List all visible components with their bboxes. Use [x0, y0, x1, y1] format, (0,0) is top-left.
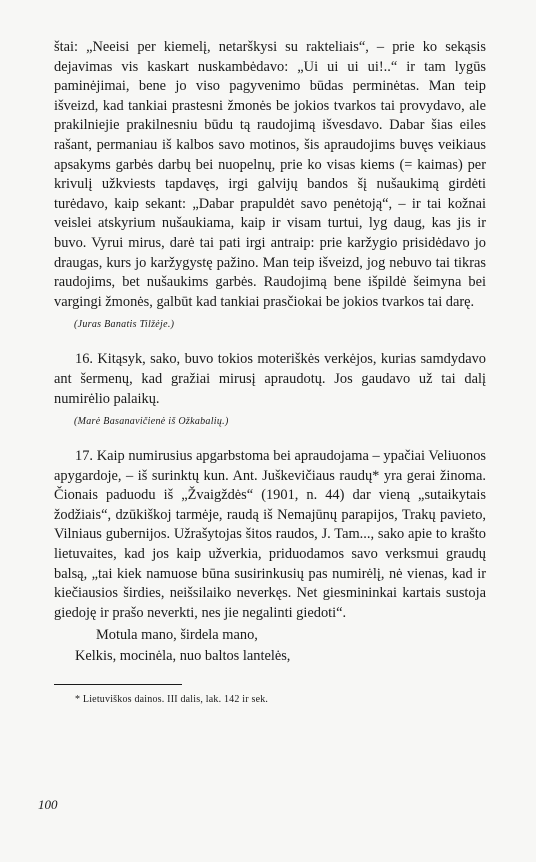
source-attribution-1: (Juras Banatis Tilžėje.): [74, 319, 175, 331]
verse-line-2: Kelkis, mocinėla, nuo baltos lantelės,: [75, 647, 291, 664]
page-body: [54, 38, 486, 706]
paragraph-17: 17. Kaip numirusius apgarbstoma bei apraudojama – ypačiai Veliuonos apygardoje, – iš surinktų kun. Ant. Juškevičiaus raudų* yra gerai žinoma. Čionais paduodu iš „Žvaigždės“ (1901, n. 44) dar vieną „sutaikytais žodžiais“, dzūkiškoj tarmėje, raudą iš Nemajūnų parapijos, Trakų pavieto, Vilniaus gubernijos. Užrašytojas šitos raudos, J. Tam..., sako apie to krašto lietuvaites, kad jos kaip užverkia, priduodamos savo verksmui graudų balsą, „tai kiek namuose būna susirinkusių pas numirėlį, nė vienas, kad ir kiečiausios širdies, neišsilaiko neverkęs. Net giesmininkai kartais sustoja giedoję ir prašo neverkti, nes jie negalinti giedoti“.: [54, 448, 486, 621]
page-number: 100: [38, 797, 58, 812]
footnote-rule: [54, 684, 182, 685]
source-attribution-2: (Marė Basanavičienė iš Ožkabalių.): [74, 416, 229, 428]
paragraph-16: 16. Kitąsyk, sako, buvo tokios moteriškės verkėjos, kurias samdydavo ant šermenų, kad gražiai mirusį apraudotų. Jos gaudavo už tai dalį numirėlio palaikų.: [54, 351, 486, 407]
verse-line-1: Motula mano, širdela mano,: [96, 627, 258, 644]
footnote: * Lietuviškos dainos. III dalis, lak. 142 ir sek.: [75, 694, 269, 706]
paragraph-intro: štai: „Neeisi per kiemelį, netarškysi su rakteliais“, – prie ko sekąsis dejavimas vis kaskart nuskambėdavo: „Ui ui ui ui!..“ ir tam lygūs paminėjimai, bene jo viso pagyvenimo būdas perminėtas. Man teip išveizd, kad tankiai prastesni žmonės be jokios tvarkos tai provydavo, ale prakilniejie prakilnesniu būdu tą raudojimą išvesdavo. Dabar šias eiles rašant, permaniau iš kalbos savo motinos, šis apraudojims buvęs veikiaus apsakyms garbės darbų bei nuopelnų, prie ko visas kiems (= kaimas) per krivulį užkviests tapdavęs, irgi galvijų bandos šį nušaukimą girdėti turėdavo, kaip sekant: „Dabar prapuldėt savo penėtoją“, – ir tai kožnai veislei atskyrium nušaukiama, kaip ir visam turtui, lyg daug, kas jis ir buvo. Vyrui mirus, darė tai pati irgi antraip: prie karžygio prisidėdavo jo draugas, kurs jo karžygystę pažino. Man teip išveizd, jog nebuvo tai tikras raudojims, bet nušaukims garbės. Raudojimą bene išpildė šeimyna bei vargingi žmonės, galbūt kad tankiai prasčiokai be jokios tvarkos tai darę.: [54, 39, 486, 310]
